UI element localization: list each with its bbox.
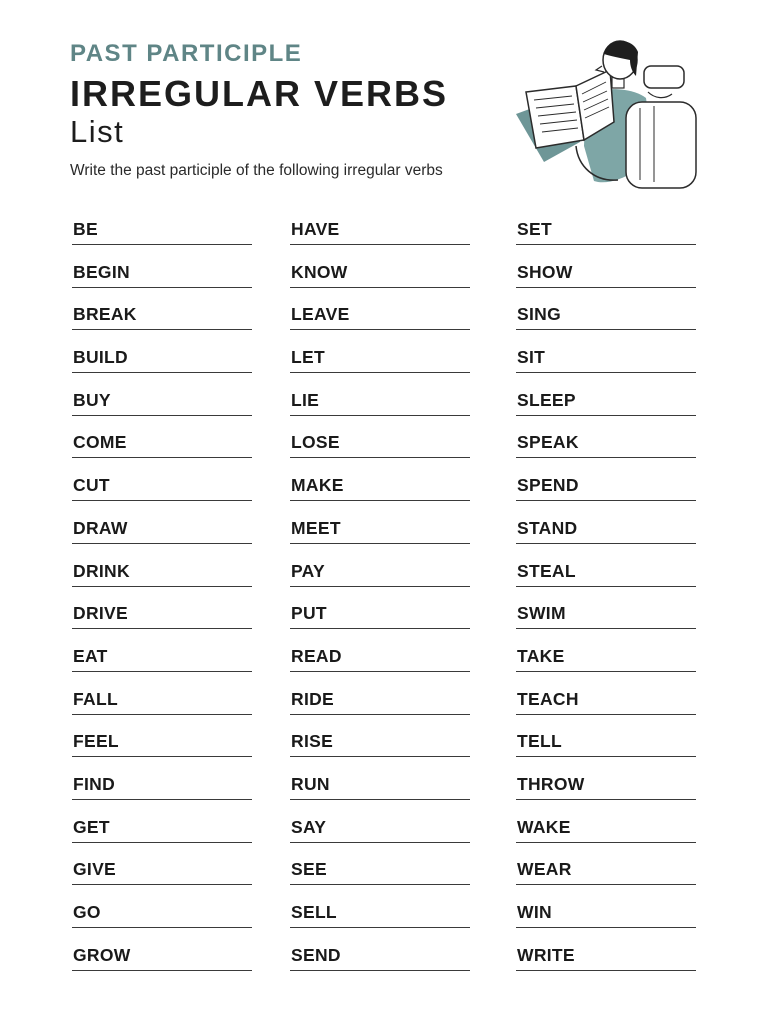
verb-label: HAVE: [291, 219, 340, 239]
verb-label: GO: [73, 902, 101, 922]
answer-line[interactable]: [290, 372, 470, 373]
verb-row: [290, 382, 470, 425]
answer-line[interactable]: [72, 500, 252, 501]
verb-label: GIVE: [73, 859, 117, 880]
answer-line[interactable]: [72, 970, 252, 971]
eyebrow-heading: PAST PARTICIPLE: [70, 40, 303, 67]
verb-row: [290, 553, 470, 596]
answer-line[interactable]: [290, 244, 470, 245]
answer-line[interactable]: [516, 372, 696, 373]
verb-label: SAY: [291, 816, 327, 837]
verb-row: [516, 382, 696, 425]
verb-label: MEET: [291, 517, 341, 538]
verb-label: SWIM: [517, 603, 566, 624]
answer-line[interactable]: [72, 244, 252, 245]
verb-row: [290, 296, 470, 339]
verb-row: [516, 296, 696, 339]
verb-label: SELL: [291, 902, 337, 922]
verb-row: [72, 424, 252, 467]
verb-label: SEND: [291, 944, 341, 965]
verb-column-2: [290, 211, 470, 979]
verb-row: [516, 510, 696, 553]
verb-label: BREAK: [73, 304, 137, 325]
verb-row: [516, 766, 696, 809]
verb-row: [72, 851, 252, 894]
verb-label: SIT: [517, 347, 546, 368]
verb-label: TELL: [517, 731, 562, 752]
answer-line[interactable]: [290, 415, 470, 416]
verb-label: TEACH: [517, 688, 579, 709]
verb-column-3: [516, 211, 696, 979]
answer-line[interactable]: [516, 927, 696, 928]
verb-row: [290, 894, 470, 937]
verb-row: [516, 851, 696, 894]
verb-label: WIN: [517, 902, 552, 922]
verb-label: RUN: [291, 773, 330, 794]
verb-row: [290, 424, 470, 467]
verb-row: [72, 339, 252, 382]
verb-row: [290, 937, 470, 980]
verb-row: [516, 553, 696, 596]
answer-line[interactable]: [72, 287, 252, 288]
verb-row: [290, 339, 470, 382]
verb-row: [290, 595, 470, 638]
answer-line[interactable]: [516, 970, 696, 971]
answer-line[interactable]: [72, 415, 252, 416]
answer-line[interactable]: [72, 671, 252, 672]
verb-label: SPEND: [517, 475, 579, 496]
verb-label: FEEL: [73, 731, 119, 752]
verb-label: SEE: [291, 859, 327, 880]
answer-line[interactable]: [290, 799, 470, 800]
answer-line[interactable]: [72, 329, 252, 330]
verb-row: [516, 424, 696, 467]
verb-label: BEGIN: [73, 261, 130, 282]
answer-line[interactable]: [290, 457, 470, 458]
verb-label: RISE: [291, 731, 334, 752]
verb-row: [72, 809, 252, 852]
verb-label: LEAVE: [291, 304, 350, 325]
verb-row: [516, 723, 696, 766]
verb-label: STAND: [517, 517, 578, 538]
verb-row: [516, 937, 696, 980]
verb-label: GROW: [73, 944, 131, 965]
verb-row: [516, 681, 696, 724]
verb-row: [72, 211, 252, 254]
verb-row: [72, 254, 252, 297]
answer-line[interactable]: [72, 714, 252, 715]
verb-row: [516, 467, 696, 510]
answer-line[interactable]: [290, 884, 470, 885]
verb-label: SHOW: [517, 261, 573, 282]
verb-row: [72, 766, 252, 809]
verb-row: [516, 894, 696, 937]
answer-line[interactable]: [290, 329, 470, 330]
verb-row: [72, 595, 252, 638]
verb-row: [72, 681, 252, 724]
answer-line[interactable]: [516, 543, 696, 544]
verb-label: SET: [517, 219, 552, 239]
verb-row: [290, 467, 470, 510]
answer-line[interactable]: [72, 586, 252, 587]
verb-row: [72, 894, 252, 937]
answer-line[interactable]: [290, 671, 470, 672]
verb-row: [516, 638, 696, 681]
answer-line[interactable]: [72, 842, 252, 843]
verb-label: READ: [291, 645, 342, 666]
worksheet-header: [70, 40, 448, 150]
verb-row: [290, 766, 470, 809]
answer-line[interactable]: [516, 457, 696, 458]
answer-line[interactable]: [290, 842, 470, 843]
answer-line[interactable]: [516, 500, 696, 501]
verb-row: [290, 723, 470, 766]
verb-label: DRIVE: [73, 603, 128, 624]
verb-row: [516, 211, 696, 254]
answer-line[interactable]: [516, 287, 696, 288]
answer-line[interactable]: [516, 756, 696, 757]
verb-row: [290, 851, 470, 894]
answer-line[interactable]: [516, 799, 696, 800]
verb-label: DRINK: [73, 560, 130, 581]
verb-row: [72, 723, 252, 766]
verb-row: [72, 382, 252, 425]
verb-label: MAKE: [291, 475, 344, 496]
answer-line[interactable]: [290, 287, 470, 288]
verb-label: TAKE: [517, 645, 565, 666]
verb-label: DRAW: [73, 517, 128, 538]
answer-line[interactable]: [516, 415, 696, 416]
answer-line[interactable]: [516, 628, 696, 629]
answer-line[interactable]: [516, 671, 696, 672]
answer-line[interactable]: [516, 714, 696, 715]
answer-line[interactable]: [290, 543, 470, 544]
verb-row: [72, 638, 252, 681]
verb-row: [72, 937, 252, 980]
verb-label: SPEAK: [517, 432, 579, 453]
verb-label: WAKE: [517, 816, 571, 837]
page-subtitle: List: [70, 114, 125, 149]
answer-line[interactable]: [72, 799, 252, 800]
verb-label: FIND: [73, 773, 116, 794]
verb-label: COME: [73, 432, 127, 453]
person-reading-book-icon: [514, 36, 704, 194]
verb-label: BUY: [73, 389, 111, 410]
verb-label: EAT: [73, 645, 108, 666]
verb-row: [516, 809, 696, 852]
verb-label: WRITE: [517, 944, 575, 965]
verb-label: WEAR: [517, 859, 572, 880]
answer-line[interactable]: [72, 756, 252, 757]
verb-label: BE: [73, 219, 98, 239]
answer-line[interactable]: [516, 329, 696, 330]
verb-row: [290, 809, 470, 852]
verb-column-1: [72, 211, 252, 979]
verb-label: THROW: [517, 773, 585, 794]
answer-line[interactable]: [290, 970, 470, 971]
answer-line[interactable]: [72, 628, 252, 629]
answer-line[interactable]: [290, 927, 470, 928]
answer-line[interactable]: [290, 586, 470, 587]
verb-label: LET: [291, 347, 325, 368]
verb-label: RIDE: [291, 688, 335, 709]
verb-label: FALL: [73, 688, 118, 709]
verb-label: LIE: [291, 389, 320, 410]
verb-label: SING: [517, 304, 561, 325]
answer-line[interactable]: [516, 884, 696, 885]
verb-row: [516, 595, 696, 638]
answer-line[interactable]: [72, 457, 252, 458]
answer-line[interactable]: [516, 586, 696, 587]
verb-row: [72, 510, 252, 553]
verb-row: [290, 254, 470, 297]
page-title: IRREGULAR VERBS: [70, 73, 449, 114]
verb-row: [516, 254, 696, 297]
verb-label: PAY: [291, 560, 325, 581]
verb-label: SLEEP: [517, 389, 576, 410]
instructions-text: Write the past participle of the following irregular verbs: [70, 162, 443, 179]
answer-line[interactable]: [72, 884, 252, 885]
answer-line[interactable]: [290, 756, 470, 757]
verb-row: [72, 467, 252, 510]
answer-line[interactable]: [72, 372, 252, 373]
verb-row: [290, 211, 470, 254]
answer-line[interactable]: [72, 543, 252, 544]
answer-line[interactable]: [72, 927, 252, 928]
verb-label: BUILD: [73, 347, 128, 368]
answer-line[interactable]: [290, 628, 470, 629]
answer-line[interactable]: [516, 244, 696, 245]
verb-row: [290, 681, 470, 724]
verb-row: [72, 553, 252, 596]
verb-row: [516, 339, 696, 382]
verb-row: [290, 510, 470, 553]
verb-row: [72, 296, 252, 339]
verb-label: LOSE: [291, 432, 340, 453]
verb-label: CUT: [73, 475, 110, 496]
verb-label: GET: [73, 816, 110, 837]
answer-line[interactable]: [290, 714, 470, 715]
verb-label: PUT: [291, 603, 327, 624]
verb-label: KNOW: [291, 261, 348, 282]
verb-row: [290, 638, 470, 681]
answer-line[interactable]: [290, 500, 470, 501]
verb-label: STEAL: [517, 560, 576, 581]
answer-line[interactable]: [516, 842, 696, 843]
